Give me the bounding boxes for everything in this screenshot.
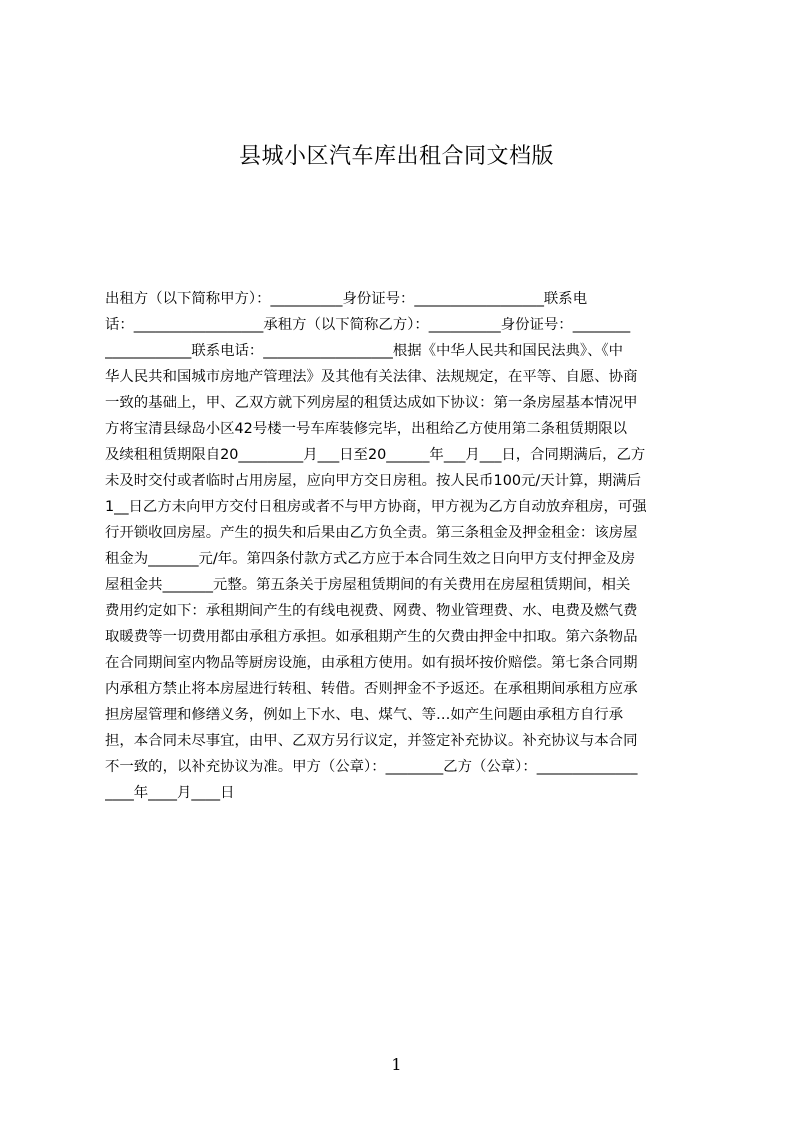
body-line: 担房屋管理和修缮义务，例如上下水、电、煤气、等…如产生问题由承租方自行承 <box>105 707 624 723</box>
body-line: 话：__________________承租方（以下简称乙方）：__________身份证号：________ <box>105 317 631 333</box>
body-line: 在合同期间室内物品等厨房设施，由承租方使用。如有损坏按价赔偿。第七条合同期 <box>105 655 638 671</box>
body-line: 费用约定如下：承租期间产生的有线电视费、网费、物业管理费、水、电费及燃气费 <box>105 603 638 619</box>
contract-body <box>105 286 698 831</box>
body-line: 方将宝清县绿岛小区42号楼一号车库装修完毕，出租给乙方使用第二条租赁期限以 <box>105 421 627 437</box>
body-line: 不一致的，以补充协议为准。甲方（公章）：________乙方（公章）：______________ <box>105 759 638 775</box>
body-line: ____________联系电话：__________________根据《中华人民共和国民法典》、《中 <box>105 343 624 359</box>
page-number: 1 <box>391 1055 402 1074</box>
body-line: 未及时交付或者临时占用房屋，应向甲方交日房租。按人民币100元/天计算，期满后 <box>105 473 641 489</box>
body-line: ____年____月____日 <box>105 785 235 801</box>
body-line: 担，本合同未尽事宜，由甲、乙双方另行议定，并签定补充协议。补充协议与本合同 <box>105 733 638 749</box>
document-title: 县城小区汽车库出租合同文档版 <box>238 144 554 169</box>
body-line: 租金为_______元/年。第四条付款方式乙方应于本合同生效之日向甲方支付押金及房 <box>105 551 636 567</box>
body-line: 行开锁收回房屋。产生的损失和后果由乙方负全责。第三条租金及押金租金：该房屋 <box>105 525 638 541</box>
body-line: 屋租金共_______元整。第五条关于房屋租赁期间的有关费用在房屋租赁期间，相关 <box>105 577 631 593</box>
body-line: 及续租租赁期限自20_________月___日至20______年___月___日，合同期满后，乙方 <box>105 447 646 463</box>
body-line: 出租方（以下简称甲方）：__________身份证号：__________________联系电 <box>105 291 588 307</box>
body-line: 一致的基础上，甲、乙双方就下列房屋的租赁达成如下协议：第一条房屋基本情况甲 <box>105 395 638 411</box>
body-line: 华人民共和国城市房地产管理法》及其他有关法律、法规规定，在平等、自愿、协商 <box>105 369 638 385</box>
body-line: 1__日乙方未向甲方交付日租房或者不与甲方协商，甲方视为乙方自动放弃租房，可强 <box>105 499 647 515</box>
body-line: 取暖费等一切费用都由承租方承担。如承租期产生的欠费由押金中扣取。第六条物品 <box>105 629 638 645</box>
body-line: 内承租方禁止将本房屋进行转租、转借。否则押金不予返还。在承租期间承租方应承 <box>105 681 638 697</box>
